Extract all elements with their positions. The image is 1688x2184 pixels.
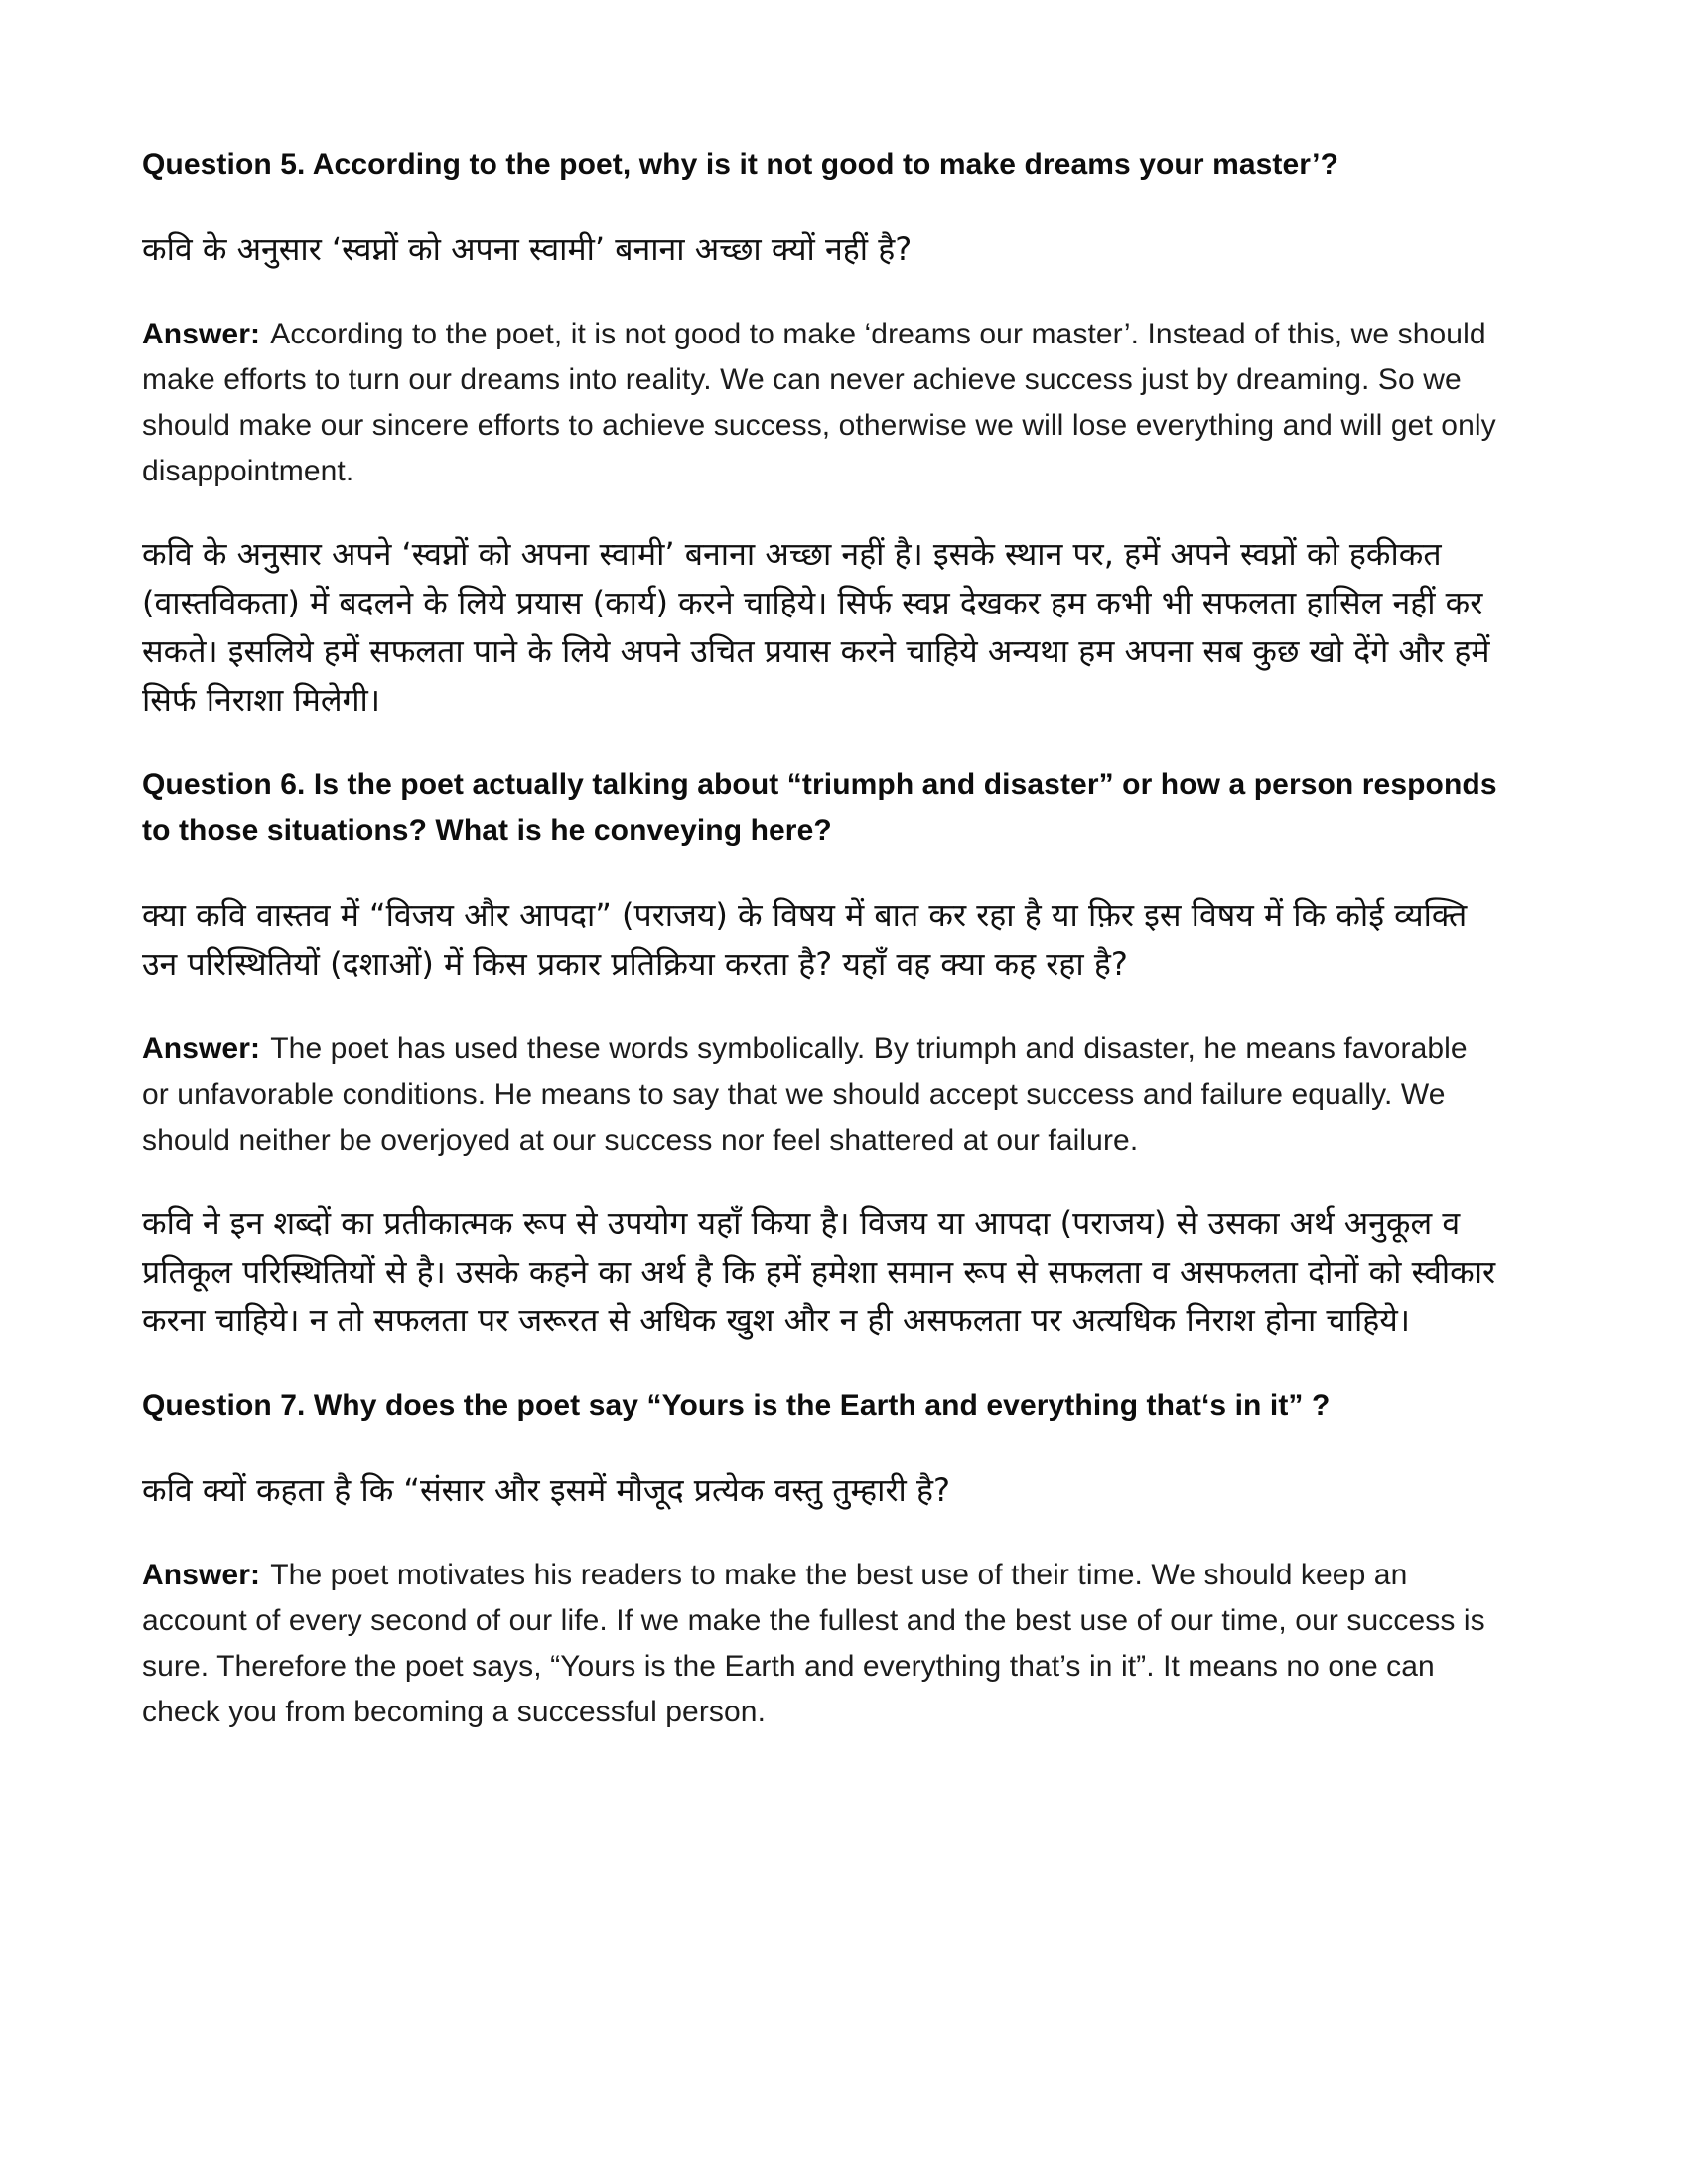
question-6-hindi: क्या कवि वास्तव में “विजय और आपदा” (पराजय) के विषय में बात कर रहा है या फ़िर इस विषय में कि कोई व्यक्ति उन परिस्थितियों (दशाओं) में किस प्रकार प्रतिक्रिया करता है? यहाँ वह क्या कह रहा है? (142, 896, 1468, 983)
question-7-heading: Question 7. Why does the poet say “Yours is the Earth and everything that‘s in it” ? (142, 1389, 1331, 1422)
answer-6-text: The poet has used these words symbolically. By triumph and disaster, he means favorable or unfavorable conditions. He means to say that we should accept success and failure equally. We should neither be overjoyed at our success nor feel shattered at our failure. (142, 1032, 1468, 1157)
question-7-hindi: कवि क्यों कहता है कि “संसार और इसमें मौजूद प्रत्येक वस्तु तुम्हारी है? (142, 1471, 950, 1509)
answer-5-paragraph (142, 312, 1499, 494)
answer-6-paragraph (142, 1026, 1499, 1163)
question-5-hindi: कवि के अनुसार ‘स्वप्नों को अपना स्वामी’ बनाना अच्छा क्यों नहीं है? (142, 230, 913, 268)
answer-7-paragraph (142, 1553, 1499, 1735)
answer-7-label: Answer: (142, 1559, 261, 1591)
question-5-heading: Question 5. According to the poet, why is it not good to make dreams your master’? (142, 148, 1339, 181)
document-content (142, 142, 1499, 1735)
answer-6-label: Answer: (142, 1032, 261, 1065)
answer-5-hindi: कवि के अनुसार अपने ‘स्वप्नों को अपना स्वामी’ बनाना अच्छा नहीं है। इसके स्थान पर, हमें अपने स्वप्नों को हकीकत (वास्तविकता) में बदलने के लिये प्रयास (कार्य) करने चाहिये। सिर्फ स्वप्न देखकर हम कभी भी सफलता हासिल नहीं कर सकते। इसलिये हमें सफलता पाने के लिये अपने उचित प्रयास करने चाहिये अन्यथा हम अपना सब कुछ खो देंगे और हमें सिर्फ निराशा मिलेगी। (142, 535, 1490, 719)
answer-7-text: The poet motivates his readers to make the best use of their time. We should keep an account of every second of our life. If we make the fullest and the best use of our time, our success is sure. Therefore the poet says, “Yours is the Earth and everything that’s in it”. It means no one can check you from becoming a successful person. (142, 1559, 1485, 1728)
answer-5-text: According to the poet, it is not good to make ‘dreams our master’. Instead of this, we should make efforts to turn our dreams into reality. We can never achieve success just by dreaming. So we should make our sincere efforts to achieve success, otherwise we will lose everything and will get only disappointment. (142, 318, 1496, 487)
question-6-heading: Question 6. Is the poet actually talking about “triumph and disaster” or how a person responds to those situations? What is he conveying here? (142, 768, 1497, 847)
answer-6-hindi: कवि ने इन शब्दों का प्रतीकात्मक रूप से उपयोग यहाँ किया है। विजय या आपदा (पराजय) से उसका अर्थ अनुकूल व प्रतिकूल परिस्थितियों से है। उसके कहने का अर्थ है कि हमें हमेशा समान रूप से सफलता व असफलता दोनों को स्वीकार करना चाहिये। न तो सफलता पर जरूरत से अधिक खुश और न ही असफलता पर अत्यधिक निराश होना चाहिये। (142, 1204, 1496, 1339)
answer-5-label: Answer: (142, 318, 261, 350)
